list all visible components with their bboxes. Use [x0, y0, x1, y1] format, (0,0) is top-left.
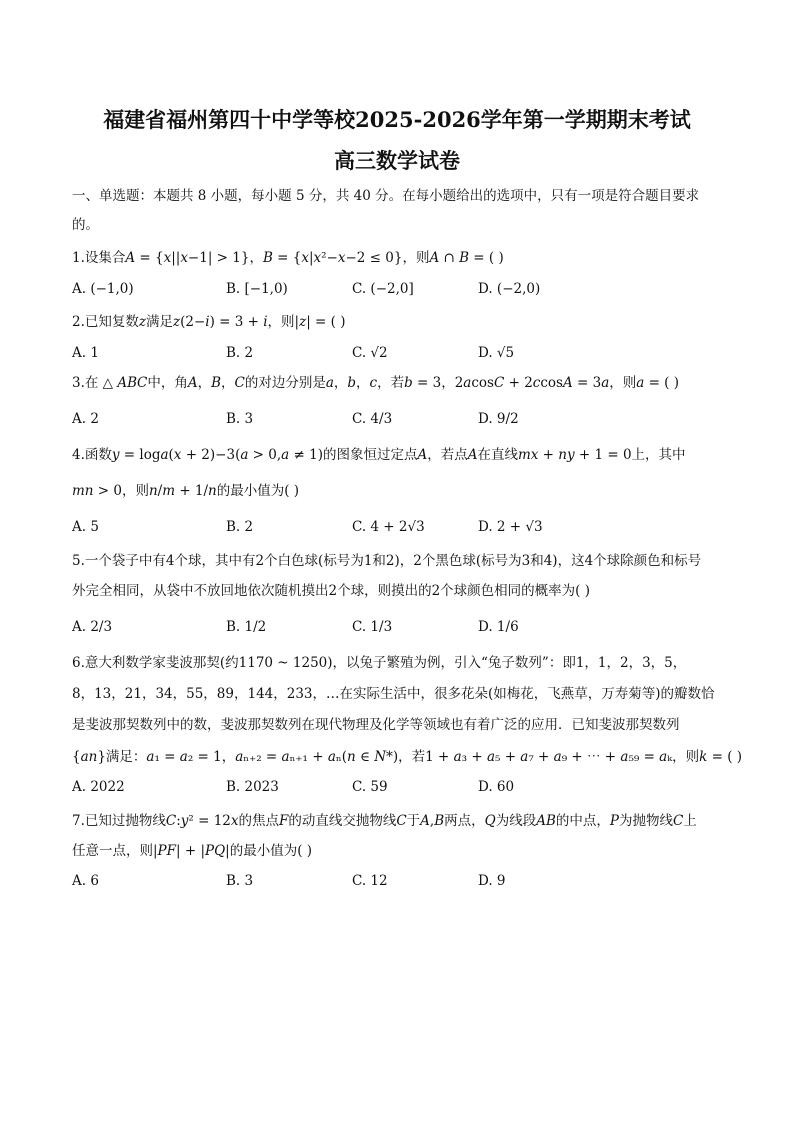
question-7-options — [72, 873, 732, 893]
option-b: B. 2 — [226, 345, 254, 361]
question-2-options — [72, 345, 732, 365]
option-b: B. 1/2 — [226, 619, 267, 635]
option-d: D. √5 — [478, 345, 515, 361]
question-6-text-line3: 是斐波那契数列中的数，斐波那契数列在现代物理及化学等领域也有着广泛的应用．已知斐波那契数列 — [72, 717, 680, 733]
option-b: B. 3 — [226, 411, 254, 427]
option-a: A. 2/3 — [72, 619, 113, 635]
option-c: C. 59 — [352, 779, 388, 795]
question-6-options — [72, 779, 732, 799]
exam-title: 福建省福州第四十中学等校2025-2026学年第一学期期末考试 — [103, 107, 691, 132]
question-4-options — [72, 519, 732, 539]
option-c: C. 4/3 — [352, 411, 393, 427]
option-a: A. 1 — [72, 345, 99, 361]
option-a: A. (−1,0) — [72, 281, 134, 297]
section-header: 一、单选题：本题共 8 小题，每小题 5 分，共 40 分。在每小题给出的选项中，只有一项是符合题目要求 — [72, 188, 700, 204]
question-5-options — [72, 619, 732, 639]
option-a: A. 2022 — [72, 779, 125, 795]
option-c: C. 1/3 — [352, 619, 393, 635]
option-a: A. 5 — [72, 519, 99, 535]
question-7-text: 7.已知过抛物线𝐶:𝑦² = 12𝑥的焦点𝐹的动直线交抛物线𝐶于𝐴,𝐵两点，𝑄为线段𝐴𝐵的中点，𝑃为抛物线𝐶上 — [72, 813, 697, 829]
option-a: A. 6 — [72, 873, 99, 889]
option-d: D. 2 + √3 — [478, 519, 543, 535]
question-3-options — [72, 411, 732, 431]
question-4-text-continued: 𝑚𝑛 > 0，则𝑛/𝑚 + 1/𝑛的最小值为( ) — [72, 483, 300, 499]
option-b: B. [−1,0) — [226, 281, 288, 297]
option-a: A. 2 — [72, 411, 99, 427]
question-1-options — [72, 281, 732, 301]
question-3-text: 3.在 △ 𝐴𝐵𝐶中，角𝐴，𝐵，𝐶的对边分别是𝑎，𝑏，𝑐，若𝑏 = 3，2𝑎cos𝐶 + 2𝑐cos𝐴 = 3𝑎，则𝑎 = ( ) — [72, 375, 680, 391]
question-6-text-line4: {𝑎𝑛}满足：𝑎₁ = 𝑎₂ = 1，𝑎ₙ₊₂ = 𝑎ₙ₊₁ + 𝑎ₙ(𝑛 ∈ 𝑁*)，若1 + 𝑎₃ + 𝑎₅ + 𝑎₇ + 𝑎₉ + ⋯ + 𝑎₅₉ = 𝑎ₖ，则𝑘 = ( ) — [72, 749, 743, 765]
question-7-text-continued: 任意一点，则|𝑃𝐹| + |𝑃𝑄|的最小值为( ) — [72, 843, 313, 859]
option-c: C. 12 — [352, 873, 388, 889]
option-c: C. (−2,0] — [352, 281, 414, 297]
question-4-text: 4.函数𝑦 = log𝑎(𝑥 + 2)−3(𝑎 > 0,𝑎 ≠ 1)的图象恒过定点𝐴，若点𝐴在直线𝑚𝑥 + 𝑛𝑦 + 1 = 0上，其中 — [72, 447, 686, 463]
question-6-text: 6.意大利数学家斐波那契(约1170 ~ 1250)，以兔子繁殖为例，引入“兔子数列”：即1，1，2，3，5， — [72, 655, 687, 671]
question-5-text: 5.一个袋子中有4个球，其中有2个白色球(标号为1和2)，2个黑色球(标号为3和4)，这4个球除颜色和标号 — [72, 553, 702, 569]
option-d: D. 9/2 — [478, 411, 519, 427]
option-d: D. 9 — [478, 873, 506, 889]
option-c: C. 4 + 2√3 — [352, 519, 425, 535]
question-5-text-continued: 外完全相同，从袋中不放回地依次随机摸出2个球，则摸出的2个球颜色相同的概率为( ) — [72, 583, 591, 599]
question-2-text: 2.已知复数𝑧满足𝑧(2−𝑖) = 3 + 𝑖，则|𝑧| = ( ) — [72, 314, 346, 330]
option-d: D. 60 — [478, 779, 515, 795]
option-c: C. √2 — [352, 345, 388, 361]
option-d: D. (−2,0) — [478, 281, 541, 297]
option-b: B. 2023 — [226, 779, 279, 795]
exam-subtitle: 高三数学试卷 — [334, 148, 460, 173]
section-header-continued: 的。 — [72, 217, 99, 233]
option-b: B. 3 — [226, 873, 254, 889]
question-6-text-line2: 8，13，21，34，55，89，144，233，…在实际生活中，很多花朵(如梅花，飞燕草，万寿菊等)的瓣数恰 — [72, 686, 715, 702]
option-d: D. 1/6 — [478, 619, 519, 635]
option-b: B. 2 — [226, 519, 254, 535]
question-1-text: 1.设集合𝐴 = {𝑥||𝑥−1| > 1}，𝐵 = {𝑥|𝑥²−𝑥−2 ≤ 0}，则𝐴 ∩ 𝐵 = ( ) — [72, 250, 504, 266]
